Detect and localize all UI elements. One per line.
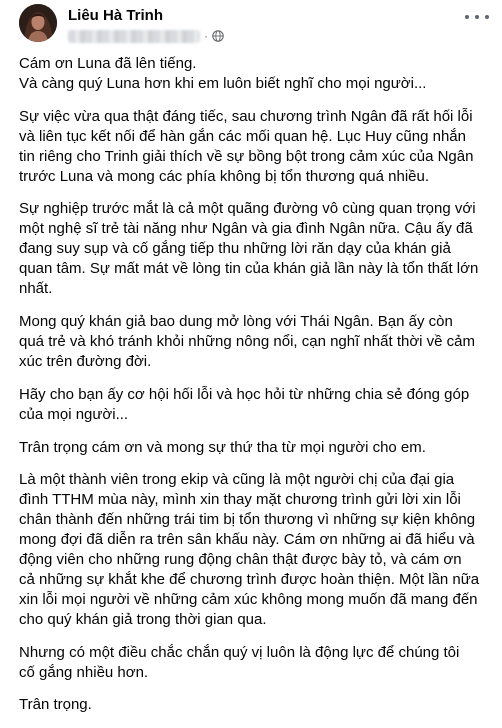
- meta-separator: ·: [204, 29, 208, 43]
- post-line: Sự việc vừa qua thật đáng tiếc, sau chương trình Ngân đã rất hối lỗi: [19, 107, 473, 125]
- post-line: một nghệ sĩ trẻ tài năng như Ngân và gia đình Ngân nữa. Cậu ấy đã: [19, 220, 473, 238]
- post-line: Là một thành viên trong ekip và cũng là một người chị của đại gia: [19, 471, 455, 489]
- post-line: mong đợi đã diễn ra trên sân khấu này. Cám ơn những ai đã hiểu và: [19, 531, 475, 549]
- post-line: Nhưng có một điều chắc chắn quý vị luôn là động lực để chúng tôi: [19, 643, 460, 661]
- post-line: Và càng quý Luna hơn khi em luôn biết nghĩ cho mọi người...: [19, 74, 427, 92]
- post-paragraph: [19, 199, 495, 299]
- post-header: [19, 4, 489, 46]
- post-line: Mong quý khán giả bao dung mở lòng với Thái Ngân. Bạn ấy còn: [19, 312, 453, 330]
- post-body: [19, 54, 495, 728]
- post-line: của mọi người...: [19, 405, 129, 423]
- post-line: cả những sự khắt khe để chương trình được hoàn thiện. Một lần nữa: [19, 570, 480, 588]
- post-paragraph: [19, 643, 495, 683]
- post-line: xin lỗi mọi người về những cảm xúc không mong muốn đã mang đến: [19, 590, 478, 608]
- post-line: Cám ơn Luna đã lên tiếng.: [19, 55, 197, 72]
- post-paragraph: [19, 54, 495, 94]
- post-line: Trân trọng.: [19, 696, 92, 714]
- blurred-timestamp[interactable]: [68, 30, 200, 43]
- post-line: nhất.: [19, 280, 53, 298]
- post-line: Trân trọng cám ơn và mong sự thứ tha từ mọi người cho em.: [19, 438, 426, 456]
- author-name[interactable]: Liêu Hà Trinh: [68, 7, 164, 24]
- post-line: quá trẻ và khó tránh khỏi những nông nổi, cạn nghĩ nhất thời về cảm: [19, 332, 476, 350]
- post-paragraph: [19, 695, 495, 715]
- post-paragraph: [19, 438, 495, 458]
- post-paragraph: [19, 385, 495, 425]
- post-paragraph: [19, 312, 495, 372]
- post-line: xúc trên đường đời.: [19, 352, 152, 370]
- post-line: Sự nghiệp trước mắt là cả một quãng đường vô cùng quan trọng với: [19, 200, 476, 218]
- author-avatar[interactable]: [19, 4, 57, 42]
- more-dot: [465, 15, 469, 19]
- post-line: và liên tục kết nối để hàn gắn các mối quan hệ. Lục Huy cũng nhắn: [19, 127, 466, 145]
- post-line: cố gắng nhiều hơn.: [19, 663, 149, 681]
- post-paragraph: [19, 107, 495, 187]
- post-line: cho quý khán giả trong thời gian qua.: [19, 610, 267, 628]
- more-dot: [485, 15, 489, 19]
- post-line: Hãy cho bạn ấy cơ hội hối lỗi và học hỏi từ những chia sẻ đóng góp: [19, 385, 470, 403]
- more-dot: [475, 15, 479, 19]
- post-line: trước Luna và mong các phía không bị tổn thương quá nhiều.: [19, 167, 430, 185]
- post-line: đang suy sụp và cố gắng tiếp thu những lời răn dạy của khán giả: [19, 240, 451, 258]
- post-line: đình TTHM mùa này, mình xin thay mặt chương trình gửi lời xin lỗi: [19, 491, 461, 509]
- globe-icon[interactable]: [212, 30, 224, 42]
- post-paragraph: [19, 470, 495, 629]
- post-line: chân thành đến những trái tim bị tổn thương vì những sự kiện không: [19, 511, 476, 529]
- post-line: quan tâm. Sự mất mát về lòng tin của khán giả lần này là tổn thất lớn: [19, 260, 479, 278]
- post-meta: [68, 28, 224, 44]
- post-line: tin riêng cho Trinh giải thích về sự bồng bột trong cảm xúc của Ngân: [19, 147, 474, 165]
- more-options-icon[interactable]: [465, 8, 489, 26]
- avatar-photo: [19, 4, 57, 42]
- post-line: động viên cho những rung động chân thật được bày tỏ, và cám ơn: [19, 551, 462, 569]
